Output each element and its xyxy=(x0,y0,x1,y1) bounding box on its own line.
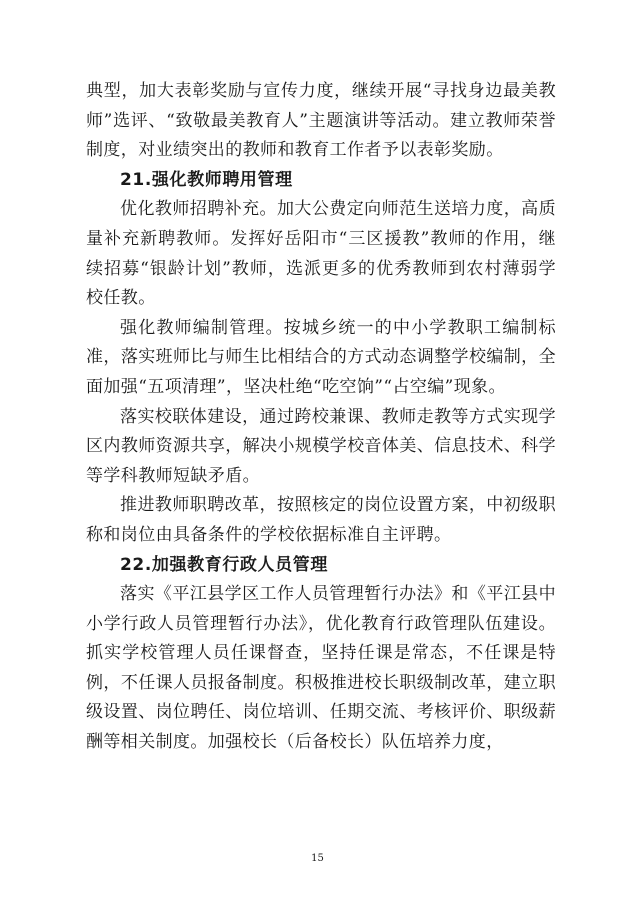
paragraph-admin-staff: 落实《平江县学区工作人员管理暂行办法》和《平江县中小学行政人员管理暂行办法》，优化教育行政管理队伍建设。抓实学校管理人员任课督查，坚持任课是常态，不任课是特例，不任课人员报备制度。积极推进校长职级制改革，建立职级设置、岗位聘任、岗位培训、任期交流、考核评价、职级薪酬等相关制度。加强校长（后备校长）队伍培养力度， xyxy=(86,584,556,753)
paragraph-staffing-management: 强化教师编制管理。按城乡统一的中小学教职工编制标准，落实班师比与师生比相结合的方式动态调整学校编制，全面加强“五项清理”，坚决杜绝“吃空饷”“占空编”现象。 xyxy=(86,317,556,397)
section-heading-22: 22.加强教育行政人员管理 xyxy=(120,554,328,575)
section-heading-21: 21.强化教师聘用管理 xyxy=(120,169,293,190)
page-body xyxy=(86,77,556,758)
paragraph-school-alliance: 落实校联体建设，通过跨校兼课、教师走教等方式实现学区内教师资源共享，解决小规模学校音体美、信息技术、科学等学科教师短缺矛盾。 xyxy=(86,406,556,486)
paragraph-teacher-recruitment: 优化教师招聘补充。加大公费定向师范生送培力度，高质量补充新聘教师。发挥好岳阳市“三区援教”教师的作用，继续招募“银龄计划”教师，选派更多的优秀教师到农村薄弱学校任教。 xyxy=(86,199,556,309)
paragraph-title-reform: 推进教师职聘改革，按照核定的岗位设置方案，中初级职称和岗位由具备条件的学校依据标准自主评聘。 xyxy=(86,495,556,545)
page-number: 15 xyxy=(311,853,324,864)
paragraph-continuation: 典型，加大表彰奖励与宣传力度，继续开展“寻找身边最美教师”选评、“致敬最美教育人”主题演讲等活动。建立教师荣誉制度，对业绩突出的教师和教育工作者予以表彰奖励。 xyxy=(86,81,556,161)
